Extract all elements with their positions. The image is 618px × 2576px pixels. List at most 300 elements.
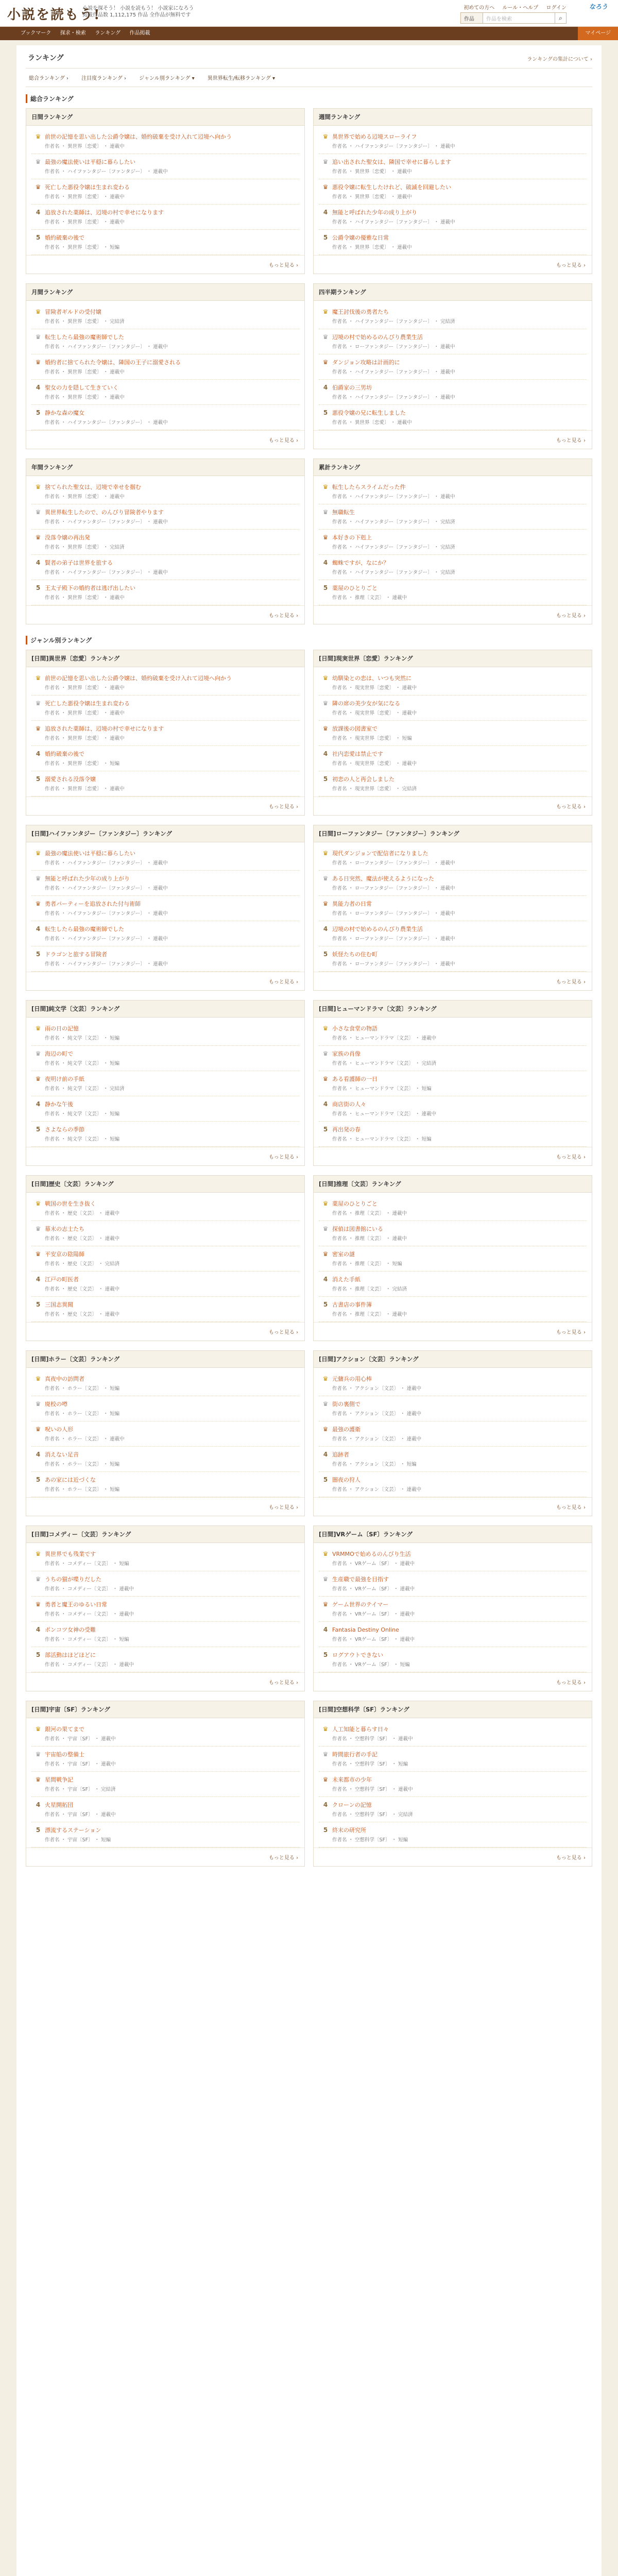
novel-meta: 作者名 ・ ホラー〔文芸〕 ・ 短編 — [45, 1386, 120, 1392]
ranking-card — [313, 825, 592, 991]
ranking-card-title: 週間ランキング — [314, 109, 592, 126]
novel-meta: 作者名 ・ 異世界〔恋愛〕 ・ 完結済 — [45, 545, 125, 550]
novel-meta: 作者名 ・ 異世界〔恋愛〕 ・ 短編 — [45, 245, 120, 250]
ranking-entry — [31, 1447, 299, 1472]
search-input[interactable]: 作品を検索 — [483, 12, 555, 24]
novel-title-link[interactable]: 密室の謎 — [332, 1251, 355, 1258]
entry-text — [332, 1626, 587, 1642]
novel-title-link[interactable]: 無能と呼ばれた少年の成り上がり — [45, 875, 130, 882]
novel-title-link[interactable]: 公爵令嬢の優雅な日常 — [332, 234, 389, 241]
novel-title-link[interactable]: 最強の魔法使いは平穏に暮らしたい — [45, 159, 135, 165]
help-link[interactable]: 初めての方へ — [464, 5, 495, 11]
crown-icon: ♛ — [35, 1225, 41, 1232]
novel-meta: 作者名 ・ 異世界〔恋愛〕 ・ 連載中 — [45, 736, 125, 741]
novel-title-link[interactable]: 異世界で始める辺境スローライフ — [332, 133, 417, 140]
ranking-entry — [319, 946, 587, 972]
novel-title-link[interactable]: 辺境の村で始めるのんびり農業生活 — [332, 926, 423, 933]
ranking-entry — [319, 670, 587, 696]
novel-title-link[interactable]: 勇者と魔王のゆるい日常 — [45, 1601, 107, 1608]
rank-number: 4 — [36, 384, 41, 391]
more-link[interactable]: もっと見る › — [314, 430, 592, 449]
rank-number: 5 — [323, 584, 328, 591]
more-link[interactable]: もっと見る › — [26, 1672, 304, 1691]
entry-text — [45, 1476, 299, 1493]
entry-text — [45, 725, 299, 741]
rank-number: 4 — [36, 750, 41, 757]
ranking-card-title: 日間ランキング — [26, 109, 304, 126]
novel-title-link[interactable]: 異世界転生したので、のんびり冒険者やります — [45, 509, 164, 516]
novel-title-link[interactable]: 探偵は図書館にいる — [332, 1226, 383, 1232]
login-link[interactable]: ログイン — [546, 5, 566, 11]
entry-text — [45, 584, 299, 601]
novel-title-link[interactable]: 没落令嬢の再出発 — [45, 534, 90, 541]
nav-post[interactable]: 作品掲載 — [129, 30, 150, 36]
novel-meta: 作者名 ・ ヒューマンドラマ〔文芸〕 ・ 短編 — [332, 1086, 432, 1092]
novel-title-link[interactable]: 追放された薬師は、辺境の村で幸せになります — [45, 725, 164, 732]
novel-title-link[interactable]: 小さな食堂の物語 — [332, 1025, 377, 1032]
novel-meta: 作者名 ・ ヒューマンドラマ〔文芸〕 ・ 短編 — [332, 1137, 432, 1142]
ranking-entry — [31, 504, 299, 530]
ranking-card-title: [日間]VRゲーム〔SF〕ランキング — [314, 1526, 592, 1543]
novel-title-link[interactable]: 隣の席の美少女が気になる — [332, 700, 400, 707]
entry-text — [45, 700, 299, 716]
ranking-entry — [319, 154, 587, 179]
ranking-entry — [319, 179, 587, 205]
ranking-entry — [31, 380, 299, 405]
ranking-entry — [31, 1396, 299, 1421]
novel-meta: 作者名 ・ 空想科学〔SF〕 ・ 完結済 — [332, 1812, 413, 1818]
filter-attention[interactable]: 注目度ランキング › — [81, 76, 126, 81]
novel-title-link[interactable]: 前世の記憶を思い出した公爵令嬢は、婚約破棄を受け入れて辺境へ向かう — [45, 675, 232, 682]
novel-title-link[interactable]: 蜘蛛ですが、なにか？ — [332, 560, 389, 566]
entry-text — [45, 158, 299, 175]
rank-number: 4 — [323, 750, 328, 757]
novel-title-link[interactable]: 無能と呼ばれた少年の成り上がり — [332, 209, 417, 216]
novel-meta: 作者名 ・ 純文学〔文芸〕 ・ 短編 — [45, 1061, 120, 1066]
novel-title-link[interactable]: 冒険者ギルドの受付嬢 — [45, 309, 101, 315]
novel-title-link[interactable]: 古書店の事件簿 — [332, 1301, 372, 1308]
novel-title-link[interactable]: 静かな午後 — [45, 1101, 73, 1108]
rank-number: 5 — [323, 775, 328, 783]
novel-title-link[interactable]: 本好きの下剋上 — [332, 534, 372, 541]
entry-text — [332, 1426, 587, 1442]
novel-title-link[interactable]: 再出発の春 — [332, 1126, 360, 1133]
entry-text — [45, 183, 299, 200]
crown-icon: ♛ — [322, 1751, 329, 1758]
novel-title-link[interactable]: 婚約破棄の後で — [45, 751, 84, 757]
more-link[interactable]: もっと見る › — [26, 255, 304, 274]
novel-title-link[interactable]: 真夜中の訪問者 — [45, 1376, 84, 1382]
ranking-card-title: 年間ランキング — [26, 459, 304, 476]
ranking-entry — [31, 1622, 299, 1647]
novel-title-link[interactable]: 死亡した悪役令嬢は生まれ変わる — [45, 184, 130, 191]
more-link[interactable]: もっと見る › — [314, 255, 592, 274]
novel-meta: 作者名 ・ 異世界〔恋愛〕 ・ 連載中 — [45, 369, 125, 375]
ranking-entry — [31, 696, 299, 721]
novel-title-link[interactable]: 戦国の世を生き抜く — [45, 1200, 96, 1207]
novel-title-link[interactable]: 消えない足音 — [45, 1451, 79, 1458]
crown-icon: ♛ — [322, 1550, 329, 1557]
entry-text — [332, 509, 587, 525]
rank-number: 4 — [36, 1276, 41, 1283]
entry-text — [45, 1426, 299, 1442]
novel-meta: 作者名 ・ 推理〔文芸〕 ・ 連載中 — [332, 1211, 407, 1216]
novel-title-link[interactable]: 異世界でも残業です — [45, 1551, 96, 1557]
ranking-entry — [319, 1546, 587, 1571]
ranking-entry — [319, 380, 587, 405]
novel-title-link[interactable]: 火星開拓団 — [45, 1802, 73, 1808]
ranking-card — [26, 825, 305, 991]
ranking-entry — [31, 1096, 299, 1122]
search-icon[interactable]: ⌕ — [555, 12, 566, 24]
novel-title-link[interactable]: 廃校の噂 — [45, 1401, 67, 1408]
entry-text — [45, 1601, 299, 1617]
novel-meta: 作者名 ・ 異世界〔恋愛〕 ・ 連載中 — [45, 710, 125, 716]
ranking-card — [26, 1350, 305, 1516]
entry-text — [332, 1375, 587, 1392]
novel-title-link[interactable]: 婚約破棄の後で — [45, 234, 84, 241]
rank-number: 5 — [323, 1301, 328, 1308]
ranking-entry — [319, 1447, 587, 1472]
rank-number: 5 — [36, 584, 41, 591]
rank-number: 5 — [323, 951, 328, 958]
crown-icon: ♛ — [322, 1575, 329, 1583]
novel-title-link[interactable]: 追放された薬師は、辺境の村で幸せになります — [45, 209, 164, 216]
rank-number: 5 — [36, 1301, 41, 1308]
more-link[interactable]: もっと見る › — [314, 1322, 592, 1341]
novel-title-link[interactable]: ゲーム世界のテイマー — [332, 1601, 389, 1608]
ranking-entry — [31, 845, 299, 871]
more-link[interactable]: もっと見る › — [26, 1497, 304, 1516]
novel-title-link[interactable]: 消えた手紙 — [332, 1276, 360, 1283]
ranking-entry — [31, 354, 299, 380]
novel-meta: 作者名 ・ 推理〔文芸〕 ・ 短編 — [332, 1261, 402, 1267]
filter-overall[interactable]: 総合ランキング › — [29, 76, 68, 81]
more-link[interactable]: もっと見る › — [26, 1147, 304, 1165]
ranking-card-title: [日間]推理〔文芸〕ランキング — [314, 1176, 592, 1193]
ranking-card-title: [日間]コメディー〔文芸〕ランキング — [26, 1526, 304, 1543]
crown-icon: ♛ — [35, 333, 41, 341]
novel-title-link[interactable]: 幼馴染との恋は、いつも突然に — [332, 675, 411, 682]
novel-title-link[interactable]: うちの猫が喋りだした — [45, 1576, 101, 1583]
novel-title-link[interactable]: 現代ダンジョンで配信者になりました — [332, 850, 428, 857]
entry-text — [45, 850, 299, 866]
more-link[interactable]: もっと見る › — [314, 1147, 592, 1165]
more-link[interactable]: もっと見る › — [314, 1672, 592, 1691]
novel-title-link[interactable]: 最強の護衛 — [332, 1426, 360, 1433]
ranking-entry — [319, 205, 587, 230]
novel-title-link[interactable]: 人工知能と暮らす日々 — [332, 1726, 389, 1733]
novel-title-link[interactable]: ポンコツ女神の受難 — [45, 1626, 96, 1633]
novel-title-link[interactable]: 異能力者の日常 — [332, 901, 372, 907]
entry-text — [332, 234, 587, 250]
entry-text — [45, 1626, 299, 1642]
novel-title-link[interactable]: 捨てられた聖女は、辺境で幸せを掴む — [45, 484, 141, 490]
novel-title-link[interactable]: 雨の日の記憶 — [45, 1025, 79, 1032]
entry-text — [332, 1075, 587, 1092]
novel-title-link[interactable]: 溺愛される没落令嬢 — [45, 776, 96, 783]
novel-title-link[interactable]: 漂流するステーション — [45, 1827, 101, 1834]
novel-title-link[interactable]: 江戸の町医者 — [45, 1276, 79, 1283]
more-link[interactable]: もっと見る › — [26, 605, 304, 624]
entry-text — [45, 1100, 299, 1117]
novel-meta: 作者名 ・ ヒューマンドラマ〔文芸〕 ・ 連載中 — [332, 1036, 437, 1041]
ranking-entry — [319, 1721, 587, 1747]
ranking-entry — [319, 896, 587, 921]
entry-text — [332, 725, 587, 741]
entry-text — [45, 409, 299, 426]
crown-icon: ♛ — [35, 359, 41, 366]
novel-meta: 作者名 ・ 空想科学〔SF〕 ・ 連載中 — [332, 1736, 413, 1742]
crown-icon: ♛ — [35, 1725, 41, 1733]
novel-title-link[interactable]: 家族の肖像 — [332, 1050, 360, 1057]
rank-number: 4 — [323, 925, 328, 933]
ranking-list — [314, 476, 592, 605]
ranking-entry — [319, 230, 587, 255]
novel-meta: 作者名 ・ VRゲーム〔SF〕 ・ 連載中 — [332, 1586, 415, 1592]
novel-title-link[interactable]: 辺境の村で始めるのんびり農業生活 — [332, 334, 423, 341]
crown-icon: ♛ — [35, 483, 41, 490]
ranking-entry — [31, 329, 299, 354]
novel-title-link[interactable]: 薬屋のひとりごと — [332, 585, 377, 591]
novel-title-link[interactable]: さよならの季節 — [45, 1126, 84, 1133]
novel-title-link[interactable]: 放課後の図書室で — [332, 725, 377, 732]
novel-meta: 作者名 ・ アクション〔文芸〕 ・ 連載中 — [332, 1436, 422, 1442]
novel-title-link[interactable]: 最強の魔法使いは平穏に暮らしたい — [45, 850, 135, 857]
novel-title-link[interactable]: 薬屋のひとりごと — [332, 1200, 377, 1207]
novel-title-link[interactable]: 三国志異聞 — [45, 1301, 73, 1308]
rank-number: 5 — [323, 234, 328, 241]
crown-icon: ♛ — [322, 1776, 329, 1783]
novel-meta: 作者名 ・ コメディー〔文芸〕 ・ 連載中 — [45, 1586, 134, 1592]
novel-title-link[interactable]: 未来都市の少年 — [332, 1776, 372, 1783]
entry-text — [45, 750, 299, 767]
crown-icon: ♛ — [35, 900, 41, 907]
novel-title-link[interactable]: 元傭兵の用心棒 — [332, 1376, 372, 1382]
more-link[interactable]: もっと見る › — [314, 1497, 592, 1516]
novel-title-link[interactable]: 生産職で最強を目指す — [332, 1576, 389, 1583]
novel-title-link[interactable]: 勇者パーティーを追放された付与術師 — [45, 901, 141, 907]
more-link[interactable]: もっと見る › — [314, 605, 592, 624]
more-link[interactable]: もっと見る › — [26, 972, 304, 990]
novel-meta: 作者名 ・ 現実世界〔恋愛〕 ・ 連載中 — [332, 761, 417, 767]
novel-meta: 作者名 ・ ハイファンタジー〔ファンタジー〕 ・ 連載中 — [45, 936, 168, 942]
nav-ranking[interactable]: ランキング — [95, 30, 121, 36]
crown-icon: ♛ — [35, 1025, 41, 1032]
more-link[interactable]: もっと見る › — [26, 1848, 304, 1866]
novel-meta: 作者名 ・ 異世界〔恋愛〕 ・ 連載中 — [332, 169, 412, 175]
novel-title-link[interactable]: 静かな森の魔女 — [45, 410, 84, 416]
entry-text — [332, 584, 587, 601]
rank-number: 4 — [36, 1100, 41, 1108]
ranking-entry — [319, 479, 587, 504]
novel-title-link[interactable]: 社内恋愛は禁止です — [332, 751, 383, 757]
novel-title-link[interactable]: 聖女の力を隠して生きていく — [45, 384, 118, 391]
crown-icon: ♛ — [322, 725, 329, 732]
novel-meta: 作者名 ・ コメディー〔文芸〕 ・ 短編 — [45, 1561, 129, 1567]
novel-title-link[interactable]: 前世の記憶を思い出した公爵令嬢は、婚約破棄を受け入れて辺境へ向かう — [45, 133, 232, 140]
ranking-entry — [31, 1597, 299, 1622]
novel-title-link[interactable]: あの家には近づくな — [45, 1477, 96, 1483]
novel-meta: 作者名 ・ 歴史〔文芸〕 ・ 連載中 — [45, 1211, 120, 1216]
ranking-card — [313, 283, 592, 449]
more-link[interactable]: もっと見る › — [26, 1322, 304, 1341]
novel-title-link[interactable]: 平安京の陰陽師 — [45, 1251, 84, 1258]
mypage-button[interactable]: マイページ — [578, 27, 618, 40]
novel-meta: 作者名 ・ ローファンタジー〔ファンタジー〕 ・ 連載中 — [332, 936, 455, 942]
entry-text — [332, 183, 587, 200]
novel-meta: 作者名 ・ ローファンタジー〔ファンタジー〕 ・ 連載中 — [332, 860, 455, 866]
rank-number: 4 — [323, 1100, 328, 1108]
ranking-entry — [31, 871, 299, 896]
ranking-list — [26, 667, 304, 796]
novel-title-link[interactable]: 夜明け前の手紙 — [45, 1076, 84, 1082]
novel-title-link[interactable]: 銀河の果てまで — [45, 1726, 84, 1733]
search-box — [460, 12, 566, 24]
ranking-card-title: [日間]ハイファンタジー〔ファンタジー〕ランキング — [26, 825, 304, 842]
ranking-entry — [319, 1246, 587, 1272]
novel-meta: 作者名 ・ 異世界〔恋愛〕 ・ 連載中 — [332, 245, 412, 250]
ranking-entry — [319, 1272, 587, 1297]
ranking-card-title: 月間ランキング — [26, 284, 304, 301]
rank-number: 4 — [36, 1801, 41, 1808]
novel-meta: 作者名 ・ 異世界〔恋愛〕 ・ 連載中 — [45, 395, 125, 400]
novel-title-link[interactable]: 伯爵家の三男坊 — [332, 384, 372, 391]
ranking-card — [26, 650, 305, 816]
ranking-entry — [31, 670, 299, 696]
ranking-entry — [319, 504, 587, 530]
crown-icon: ♛ — [35, 509, 41, 516]
novel-title-link[interactable]: 追跡者 — [332, 1451, 349, 1458]
novel-title-link[interactable]: 闇夜の狩人 — [332, 1477, 360, 1483]
entry-text — [332, 1651, 587, 1668]
novel-title-link[interactable]: 幕末の志士たち — [45, 1226, 84, 1232]
filter-isekai[interactable]: 異世界転生/転移ランキング ▾ — [207, 76, 276, 81]
crown-icon: ♛ — [35, 875, 41, 882]
novel-title-link[interactable]: クローンの記憶 — [332, 1802, 372, 1808]
crown-icon: ♛ — [322, 1075, 329, 1082]
novel-title-link[interactable]: 転生したらスライムだった件 — [332, 484, 406, 490]
ranking-entry — [31, 1297, 299, 1322]
novel-meta: 作者名 ・ 異世界〔恋愛〕 ・ 連載中 — [45, 144, 125, 149]
novel-title-link[interactable]: 宇宙船の整備士 — [45, 1751, 84, 1758]
novel-meta: 作者名 ・ ハイファンタジー〔ファンタジー〕 ・ 連載中 — [332, 369, 455, 375]
novel-title-link[interactable]: 転生したら最強の魔術師でした — [45, 926, 124, 933]
more-link[interactable]: もっと見る › — [314, 796, 592, 815]
crown-icon: ♛ — [322, 1200, 329, 1207]
entry-text — [332, 1776, 587, 1792]
nav-search[interactable]: 探求・検索 — [60, 30, 86, 36]
site-logo[interactable]: 小説を読もう! — [7, 7, 101, 23]
novel-title-link[interactable]: 星間戦争記 — [45, 1776, 73, 1783]
novel-title-link[interactable]: 時間旅行者の手記 — [332, 1751, 377, 1758]
entry-text — [45, 951, 299, 967]
more-link[interactable]: もっと見る › — [26, 430, 304, 449]
novel-title-link[interactable]: VRMMOで始めるのんびり生活 — [332, 1551, 411, 1557]
novel-title-link[interactable]: 転生したら最強の魔術師でした — [45, 334, 124, 341]
novel-title-link[interactable]: ある看護師の一日 — [332, 1076, 377, 1082]
nav-bookmark[interactable]: ブックマーク — [21, 30, 52, 36]
novel-title-link[interactable]: ログアウトできない — [332, 1652, 383, 1658]
filter-genre[interactable]: ジャンル別ランキング ▾ — [139, 76, 195, 81]
novel-title-link[interactable]: 呪いの人形 — [45, 1426, 73, 1433]
crown-icon: ♛ — [35, 534, 41, 541]
novel-title-link[interactable]: Fantasia Destiny Online — [332, 1626, 399, 1633]
novel-title-link[interactable]: 部活動はほどほどに — [45, 1652, 96, 1658]
ranking-list — [314, 1718, 592, 1848]
novel-title-link[interactable]: 魔王討伐後の勇者たち — [332, 309, 389, 315]
novel-title-link[interactable]: 商店街の人々 — [332, 1101, 366, 1108]
novel-title-link[interactable]: 妖怪たちの住む町 — [332, 951, 377, 958]
novel-meta: 作者名 ・ ハイファンタジー〔ファンタジー〕 ・ 連載中 — [45, 519, 168, 525]
novel-title-link[interactable]: 賢者の弟子は世界を旅する — [45, 560, 113, 566]
novel-meta: 作者名 ・ ヒューマンドラマ〔文芸〕 ・ 連載中 — [332, 1111, 437, 1117]
ranking-card — [26, 1701, 305, 1867]
ranking-card — [313, 1175, 592, 1341]
novel-title-link[interactable]: 婚約者に捨てられた令嬢は、隣国の王子に溺愛される — [45, 359, 181, 366]
novel-title-link[interactable]: 死亡した悪役令嬢は生まれ変わる — [45, 700, 130, 707]
ranking-entry — [319, 746, 587, 771]
site-tagline: 小説を探そう！ 小説を読もう！ 小説家になろう 掲載作品数 1,112,175 作品 全作品が無料です — [82, 6, 194, 18]
crown-icon: ♛ — [322, 1250, 329, 1258]
novel-title-link[interactable]: 終末の研究所 — [332, 1827, 366, 1834]
novel-title-link[interactable]: 街の裏側で — [332, 1401, 360, 1408]
ranking-list — [314, 667, 592, 796]
ranking-entry — [31, 1721, 299, 1747]
entry-text — [332, 1225, 587, 1242]
search-scope-select[interactable]: 作品 — [460, 12, 483, 24]
entry-text — [45, 900, 299, 917]
ranking-about-link[interactable]: ランキングの集計について › — [527, 57, 592, 62]
ranking-entry — [319, 1772, 587, 1797]
novel-title-link[interactable]: ドラゴンと旅する冒険者 — [45, 951, 107, 958]
ranking-entry — [319, 1021, 587, 1046]
ranking-entry — [319, 1647, 587, 1672]
ranking-entry — [319, 1421, 587, 1447]
novel-title-link[interactable]: 王太子殿下の婚約者は逃げ出したい — [45, 585, 135, 591]
novel-title-link[interactable]: 海辺の町で — [45, 1050, 73, 1057]
rules-link[interactable]: ルール・ヘルプ — [502, 5, 539, 11]
novel-title-link[interactable]: 悪役令嬢の兄に転生しました — [332, 410, 406, 416]
ranking-list — [26, 842, 304, 972]
entry-text — [332, 1801, 587, 1818]
ranking-list — [26, 301, 304, 430]
ranking-entry — [31, 530, 299, 555]
novel-title-link[interactable]: 無職転生 — [332, 509, 355, 516]
brand-mark[interactable]: なろう — [589, 3, 608, 10]
more-link[interactable]: もっと見る › — [314, 1848, 592, 1866]
entry-text — [332, 1725, 587, 1742]
ranking-entry — [31, 946, 299, 972]
novel-meta: 作者名 ・ 宇宙〔SF〕 ・ 連載中 — [45, 1812, 116, 1818]
main-nav — [0, 27, 618, 40]
more-link[interactable]: もっと見る › — [26, 796, 304, 815]
novel-title-link[interactable]: ダンジョン攻略は計画的に — [332, 359, 400, 366]
novel-meta: 作者名 ・ 異世界〔恋愛〕 ・ 連載中 — [45, 595, 125, 601]
novel-title-link[interactable]: 悪役令嬢に転生したけれど、破滅を回避したい — [332, 184, 451, 191]
entry-text — [332, 925, 587, 942]
novel-title-link[interactable]: ある日突然、魔法が使えるようになった — [332, 875, 434, 882]
crown-icon: ♛ — [35, 308, 41, 315]
novel-meta: 作者名 ・ 歴史〔文芸〕 ・ 連載中 — [45, 1286, 120, 1292]
ranking-card-title: 四半期ランキング — [314, 284, 592, 301]
novel-title-link[interactable]: 追い出された聖女は、隣国で幸せに暮らします — [332, 159, 451, 165]
novel-meta: 作者名 ・ 純文学〔文芸〕 ・ 短編 — [45, 1111, 120, 1117]
more-link[interactable]: もっと見る › — [314, 972, 592, 990]
novel-meta: 作者名 ・ ハイファンタジー〔ファンタジー〕 ・ 完結済 — [332, 570, 455, 575]
novel-meta: 作者名 ・ 異世界〔恋愛〕 ・ 短編 — [45, 761, 120, 767]
novel-title-link[interactable]: 初恋の人と再会しました — [332, 776, 394, 783]
